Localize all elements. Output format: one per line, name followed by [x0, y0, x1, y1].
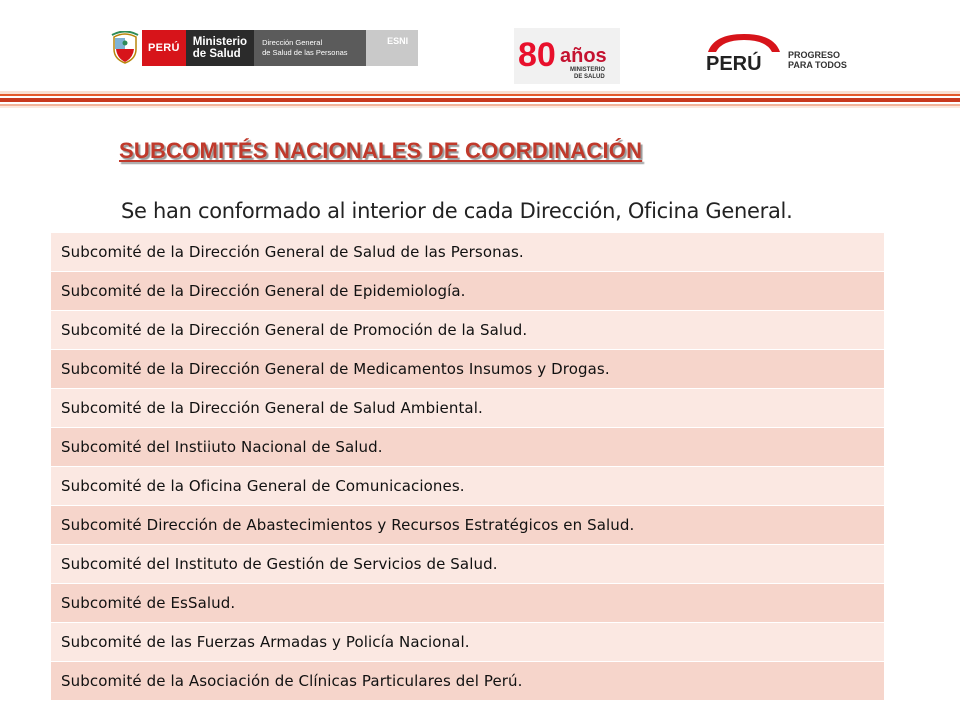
list-item: Subcomité de la Asociación de Clínicas Particulares del Perú. — [51, 662, 884, 700]
list-item: Subcomité del Instiiuto Nacional de Salud. — [51, 428, 884, 466]
peru-label: PERÚ — [142, 30, 186, 66]
list-item: Subcomité de la Dirección General de Epidemiología. — [51, 272, 884, 310]
anniversary-80-logo — [514, 28, 620, 84]
anniversary-caption-2: DE SALUD — [574, 74, 605, 80]
list-item: Subcomité de la Dirección General de Promoción de la Salud. — [51, 311, 884, 349]
peru-coat-of-arms-icon — [108, 30, 142, 66]
list-item: Subcomité de la Dirección General de Salud de las Personas. — [51, 233, 884, 271]
direction-label: Dirección General de Salud de las Personas — [254, 30, 366, 66]
list-item: Subcomité del Instituto de Gestión de Servicios de Salud. — [51, 545, 884, 583]
slogan-line-2: PARA TODOS — [788, 60, 847, 70]
peru-wordmark: PERÚ — [706, 53, 762, 75]
anniversary-word: años — [560, 45, 607, 67]
list-item: Subcomité de la Oficina General de Comunicaciones. — [51, 467, 884, 505]
list-item: Subcomité de EsSalud. — [51, 584, 884, 622]
subcommittee-list — [51, 233, 884, 701]
minsa-logo — [108, 30, 418, 66]
list-item: Subcomité de las Fuerzas Armadas y Policía Nacional. — [51, 623, 884, 661]
anniversary-caption-1: MINISTERIO — [570, 67, 606, 73]
page-subtitle: Se han conformado al interior de cada Dirección, Oficina General. — [121, 199, 793, 223]
list-item: Subcomité Dirección de Abastecimientos y Recursos Estratégicos en Salud. — [51, 506, 884, 544]
header-divider — [0, 91, 960, 108]
ministry-label: Ministerio de Salud — [186, 30, 254, 66]
peru-progreso-logo — [704, 32, 872, 76]
anniversary-number: 80 — [518, 36, 556, 74]
list-item: Subcomité de la Dirección General de Salud Ambiental. — [51, 389, 884, 427]
slogan-line-1: PROGRESO — [788, 50, 841, 60]
esni-label: ESNI — [366, 30, 418, 66]
list-item: Subcomité de la Dirección General de Medicamentos Insumos y Drogas. — [51, 350, 884, 388]
page-title: SUBCOMITÉS NACIONALES DE COORDINACIÓN — [119, 138, 643, 163]
